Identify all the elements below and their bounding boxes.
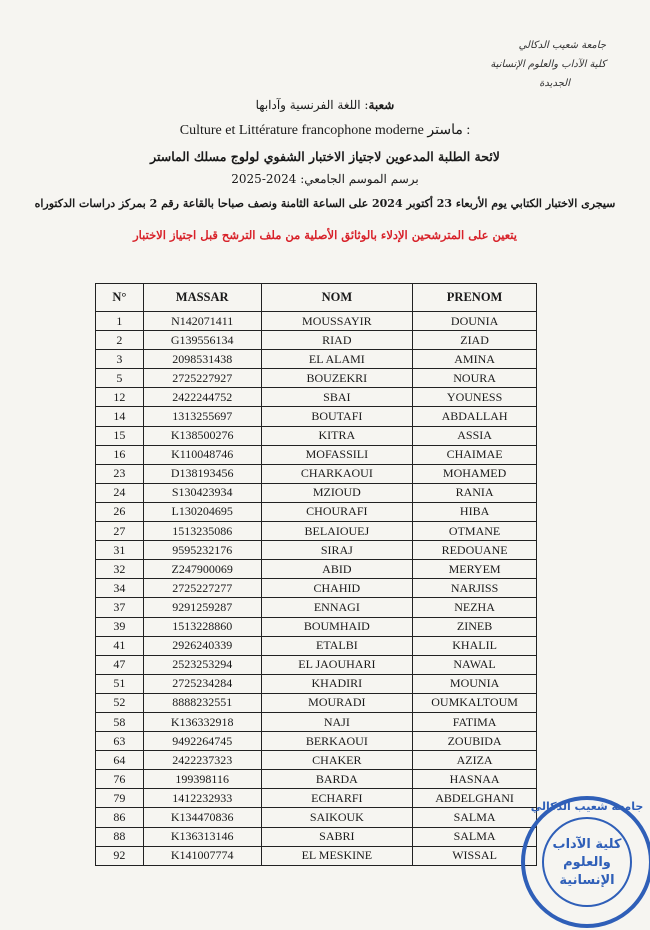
table-row bbox=[96, 350, 537, 369]
master-line bbox=[0, 122, 650, 139]
cell-prenom: OTMANE bbox=[413, 522, 537, 541]
cell-prenom: NOURA bbox=[413, 369, 537, 388]
branch-value: : اللغة الفرنسية وآدابها bbox=[255, 98, 369, 112]
cell-massar: D138193456 bbox=[143, 464, 261, 483]
cell-massar: 2422237323 bbox=[143, 751, 261, 770]
master-value: Culture et Littérature francophone moderne bbox=[179, 123, 424, 138]
cell-number: 3 bbox=[96, 350, 144, 369]
cell-nom: CHARKAOUI bbox=[261, 464, 413, 483]
cell-prenom: OUMKALTOUM bbox=[413, 693, 537, 712]
cell-prenom: KHALIL bbox=[413, 636, 537, 655]
cell-prenom: ZINEB bbox=[413, 617, 537, 636]
cell-nom: ECHARFI bbox=[261, 789, 413, 808]
header-nom: NOM bbox=[261, 284, 413, 312]
branch-label: شعبة bbox=[368, 98, 395, 112]
cell-number: 76 bbox=[96, 770, 144, 789]
cell-number: 15 bbox=[96, 426, 144, 445]
table-row bbox=[96, 426, 537, 445]
table-row bbox=[96, 522, 537, 541]
table-row bbox=[96, 541, 537, 560]
header-prenom: PRENOM bbox=[413, 284, 537, 312]
cell-nom: SAIKOUK bbox=[261, 808, 413, 827]
table-row bbox=[96, 312, 537, 331]
cell-massar: K110048746 bbox=[143, 445, 261, 464]
master-label: ماستر : bbox=[427, 123, 471, 138]
cell-number: 27 bbox=[96, 522, 144, 541]
cell-number: 47 bbox=[96, 655, 144, 674]
cell-massar: 2523253294 bbox=[143, 655, 261, 674]
cell-number: 88 bbox=[96, 827, 144, 846]
cell-nom: EL MESKINE bbox=[261, 846, 413, 865]
table-row bbox=[96, 560, 537, 579]
cell-prenom: ZIAD bbox=[413, 331, 537, 350]
cell-prenom: AZIZA bbox=[413, 751, 537, 770]
cell-massar: 9492264745 bbox=[143, 732, 261, 751]
cell-massar: 2098531438 bbox=[143, 350, 261, 369]
cell-number: 24 bbox=[96, 483, 144, 502]
cell-number: 58 bbox=[96, 712, 144, 731]
cell-nom: MOURADI bbox=[261, 693, 413, 712]
cell-prenom: NEZHA bbox=[413, 598, 537, 617]
table-row bbox=[96, 827, 537, 846]
cell-number: 16 bbox=[96, 445, 144, 464]
cell-nom: ETALBI bbox=[261, 636, 413, 655]
cell-prenom: ABDALLAH bbox=[413, 407, 537, 426]
cell-prenom: MERYEM bbox=[413, 560, 537, 579]
cell-prenom: ABDELGHANI bbox=[413, 789, 537, 808]
list-title: لائحة الطلبة المدعوين لاجتياز الاختبار الشفوي لولوج مسلك الماستر bbox=[150, 149, 500, 164]
cell-massar: N142071411 bbox=[143, 312, 261, 331]
table-row bbox=[96, 331, 537, 350]
cell-nom: BOUMHAID bbox=[261, 617, 413, 636]
cell-number: 14 bbox=[96, 407, 144, 426]
cell-massar: K136313146 bbox=[143, 827, 261, 846]
cell-nom: MOFASSILI bbox=[261, 445, 413, 464]
cell-nom: ENNAGI bbox=[261, 598, 413, 617]
cell-nom: BERKAOUI bbox=[261, 732, 413, 751]
cell-massar: 2926240339 bbox=[143, 636, 261, 655]
cell-number: 63 bbox=[96, 732, 144, 751]
cell-massar: L130204695 bbox=[143, 502, 261, 521]
cell-massar: 1412232933 bbox=[143, 789, 261, 808]
cell-prenom: MOUNIA bbox=[413, 674, 537, 693]
cell-number: 32 bbox=[96, 560, 144, 579]
cell-prenom: HASNAA bbox=[413, 770, 537, 789]
cell-massar: K141007774 bbox=[143, 846, 261, 865]
season-line: برسم الموسم الجامعي: 2024-2025 bbox=[231, 172, 419, 186]
cell-prenom: WISSAL bbox=[413, 846, 537, 865]
table-row bbox=[96, 483, 537, 502]
exam-info: سيجرى الاختبار الكتابي يوم الأربعاء 23 أكتوبر 2024 على الساعة الثامنة ونصف صباحا بالقاعة رقم 2 بمركز دراسات الدكتوراه bbox=[34, 197, 616, 210]
handwritten-line-university: جامعة شعيب الدكالي bbox=[518, 40, 606, 51]
cell-number: 64 bbox=[96, 751, 144, 770]
notice: يتعين على المترشحين الإدلاء بالوثائق الأصلية من ملف الترشح قبل اجتياز الاختبار bbox=[133, 228, 517, 242]
cell-prenom: DOUNIA bbox=[413, 312, 537, 331]
cell-number: 12 bbox=[96, 388, 144, 407]
cell-number: 5 bbox=[96, 369, 144, 388]
cell-nom: MZIOUD bbox=[261, 483, 413, 502]
cell-prenom: REDOUANE bbox=[413, 541, 537, 560]
header-massar: MASSAR bbox=[143, 284, 261, 312]
table-row bbox=[96, 617, 537, 636]
table-row bbox=[96, 388, 537, 407]
table-row bbox=[96, 846, 537, 865]
table-row bbox=[96, 751, 537, 770]
cell-massar: K134470836 bbox=[143, 808, 261, 827]
cell-nom: BOUZEKRI bbox=[261, 369, 413, 388]
cell-nom: CHAHID bbox=[261, 579, 413, 598]
cell-prenom: NARJISS bbox=[413, 579, 537, 598]
stamp-text-line-2: والعلوم bbox=[563, 855, 611, 870]
cell-prenom: ASSIA bbox=[413, 426, 537, 445]
table-row bbox=[96, 407, 537, 426]
cell-nom: KITRA bbox=[261, 426, 413, 445]
cell-massar: 8888232551 bbox=[143, 693, 261, 712]
table-row bbox=[96, 712, 537, 731]
cell-prenom: FATIMA bbox=[413, 712, 537, 731]
cell-prenom: SALMA bbox=[413, 827, 537, 846]
cell-nom: SIRAJ bbox=[261, 541, 413, 560]
cell-nom: BELAIOUEJ bbox=[261, 522, 413, 541]
cell-nom: ABID bbox=[261, 560, 413, 579]
candidates-table bbox=[95, 283, 537, 866]
table-row bbox=[96, 674, 537, 693]
cell-nom: KHADIRI bbox=[261, 674, 413, 693]
cell-massar: Z247900069 bbox=[143, 560, 261, 579]
cell-nom: BARDA bbox=[261, 770, 413, 789]
table-row bbox=[96, 579, 537, 598]
cell-nom: SBAI bbox=[261, 388, 413, 407]
cell-nom: EL JAOUHARI bbox=[261, 655, 413, 674]
cell-number: 52 bbox=[96, 693, 144, 712]
handwritten-header bbox=[456, 36, 606, 93]
cell-number: 51 bbox=[96, 674, 144, 693]
table-row bbox=[96, 770, 537, 789]
table-body bbox=[96, 312, 537, 866]
handwritten-line-city: الجديدة bbox=[539, 78, 570, 89]
table-row bbox=[96, 808, 537, 827]
cell-number: 86 bbox=[96, 808, 144, 827]
cell-massar: 1513235086 bbox=[143, 522, 261, 541]
branch-line bbox=[0, 98, 650, 112]
stamp-ring-text: جامعة شعيب الدكالي bbox=[530, 800, 644, 813]
cell-nom: MOUSSAYIR bbox=[261, 312, 413, 331]
cell-number: 31 bbox=[96, 541, 144, 560]
cell-number: 39 bbox=[96, 617, 144, 636]
cell-number: 2 bbox=[96, 331, 144, 350]
cell-massar: 9595232176 bbox=[143, 541, 261, 560]
handwritten-line-faculty: كلية الآداب والعلوم الإنسانية bbox=[490, 59, 606, 70]
table-row bbox=[96, 636, 537, 655]
cell-massar: S130423934 bbox=[143, 483, 261, 502]
table-row bbox=[96, 693, 537, 712]
table-row bbox=[96, 598, 537, 617]
cell-nom: CHOURAFI bbox=[261, 502, 413, 521]
cell-prenom: HIBA bbox=[413, 502, 537, 521]
cell-massar: 2725234284 bbox=[143, 674, 261, 693]
cell-nom: NAJI bbox=[261, 712, 413, 731]
header-number: N° bbox=[96, 284, 144, 312]
cell-number: 79 bbox=[96, 789, 144, 808]
cell-nom: CHAKER bbox=[261, 751, 413, 770]
cell-prenom: RANIA bbox=[413, 483, 537, 502]
cell-number: 37 bbox=[96, 598, 144, 617]
cell-massar: K136332918 bbox=[143, 712, 261, 731]
cell-massar: 2725227927 bbox=[143, 369, 261, 388]
cell-number: 92 bbox=[96, 846, 144, 865]
cell-prenom: SALMA bbox=[413, 808, 537, 827]
cell-number: 1 bbox=[96, 312, 144, 331]
cell-number: 23 bbox=[96, 464, 144, 483]
cell-number: 26 bbox=[96, 502, 144, 521]
cell-number: 34 bbox=[96, 579, 144, 598]
table-row bbox=[96, 369, 537, 388]
cell-prenom: AMINA bbox=[413, 350, 537, 369]
cell-massar: 2725227277 bbox=[143, 579, 261, 598]
cell-prenom: YOUNESS bbox=[413, 388, 537, 407]
cell-nom: BOUTAFI bbox=[261, 407, 413, 426]
table-row bbox=[96, 502, 537, 521]
table-row bbox=[96, 732, 537, 751]
cell-prenom: NAWAL bbox=[413, 655, 537, 674]
cell-prenom: MOHAMED bbox=[413, 464, 537, 483]
table-header-row bbox=[96, 284, 537, 312]
cell-massar: K138500276 bbox=[143, 426, 261, 445]
table-row bbox=[96, 789, 537, 808]
cell-prenom: ZOUBIDA bbox=[413, 732, 537, 751]
cell-prenom: CHAIMAE bbox=[413, 445, 537, 464]
stamp-text-line-1: كلية الآداب bbox=[552, 837, 622, 852]
cell-massar: 1513228860 bbox=[143, 617, 261, 636]
table-row bbox=[96, 464, 537, 483]
table-row bbox=[96, 655, 537, 674]
stamp-text-line-3: الإنسانية bbox=[559, 873, 615, 888]
official-stamp bbox=[515, 790, 650, 930]
cell-nom: SABRI bbox=[261, 827, 413, 846]
cell-number: 41 bbox=[96, 636, 144, 655]
cell-massar: 1313255697 bbox=[143, 407, 261, 426]
cell-massar: G139556134 bbox=[143, 331, 261, 350]
cell-nom: RIAD bbox=[261, 331, 413, 350]
cell-massar: 2422244752 bbox=[143, 388, 261, 407]
cell-massar: 199398116 bbox=[143, 770, 261, 789]
table-row bbox=[96, 445, 537, 464]
cell-nom: EL ALAMI bbox=[261, 350, 413, 369]
cell-massar: 9291259287 bbox=[143, 598, 261, 617]
